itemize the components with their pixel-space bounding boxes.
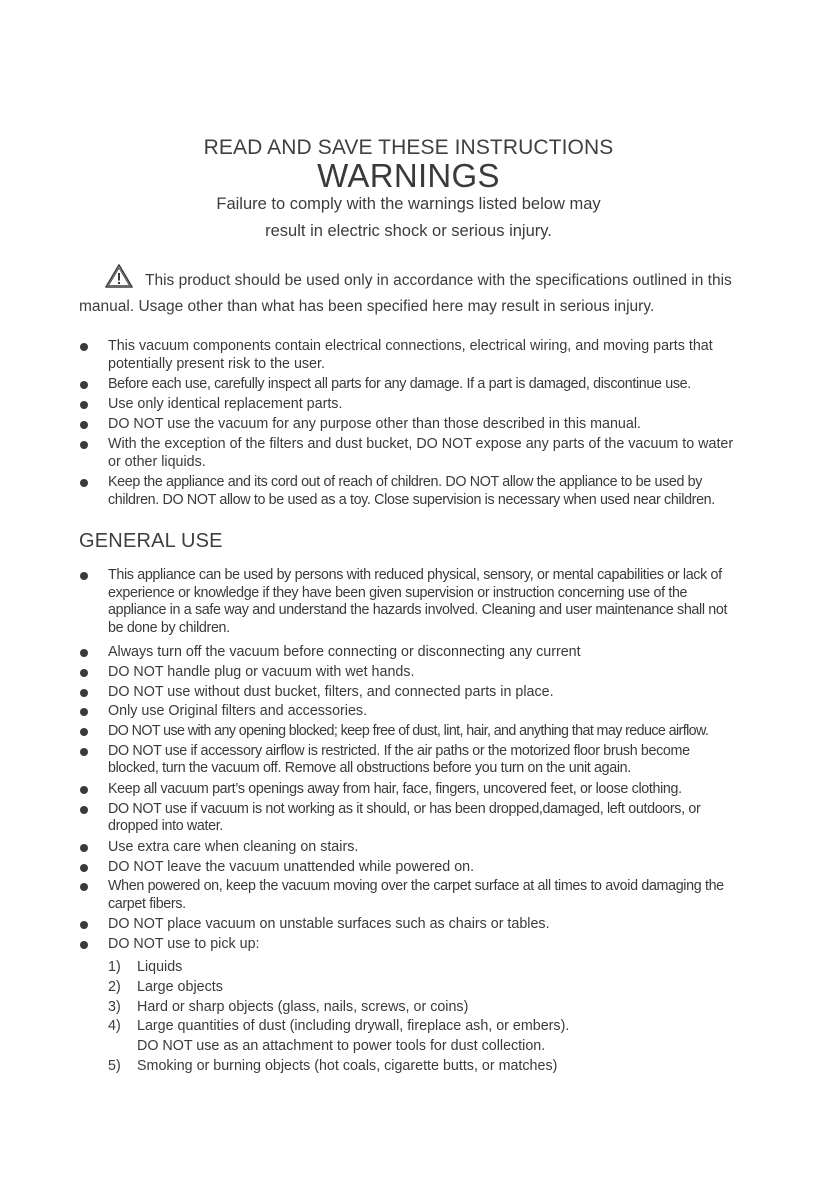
list-item: This appliance can be used by persons with reduced physical, sensory, or mental capabilities or lack of experience or knowledge if they have been given supervision or instruction concerning use of the appliance in a safe way and understand the hazards involved. Cleaning and user maintenance shall not be done by children.	[79, 567, 741, 637]
bullet-icon	[80, 786, 88, 794]
warnings-list	[79, 338, 741, 509]
bullet-icon	[80, 401, 88, 409]
page-title: WARNINGS	[317, 157, 500, 194]
list-item: 1) Liquids	[108, 959, 183, 975]
kicker-heading: READ AND SAVE THESE INSTRUCTIONS	[203, 136, 614, 159]
list-item: With the exception of the filters and dust bucket, DO NOT expose any parts of the vacuum to water or other liquids.	[79, 436, 741, 471]
bullet-icon	[80, 844, 88, 852]
bullet-icon	[80, 669, 88, 677]
subtitle-line-1: Failure to comply with the warnings listed below may	[216, 195, 601, 213]
bullet-icon	[80, 572, 88, 580]
pickup-list	[108, 958, 748, 1077]
list-item: DO NOT use with any opening blocked; keep free of dust, lint, hair, and anything that may reduce airflow.	[79, 723, 741, 741]
bullet-icon	[80, 728, 88, 736]
subtitle-line-2: result in electric shock or serious injury.	[265, 222, 552, 240]
list-item: Before each use, carefully inspect all parts for any damage. If a part is damaged, discontinue use.	[79, 376, 741, 394]
bullet-icon	[80, 343, 88, 351]
list-item: Only use Original filters and accessories.	[79, 703, 741, 721]
bullet-icon	[80, 941, 88, 949]
list-item: DO NOT use without dust bucket, filters, and connected parts in place.	[79, 684, 741, 702]
list-item: DO NOT use if accessory airflow is restricted. If the air paths or the motorized floor brush become blocked, turn the vacuum off. Remove all obstructions before you turn on the unit again.	[79, 743, 741, 778]
bullet-icon	[80, 381, 88, 389]
list-item: Keep all vacuum part’s openings away from hair, face, fingers, uncovered feet, or loose clothing.	[79, 781, 741, 799]
list-item: DO NOT use to pick up:	[79, 936, 741, 954]
section-heading: GENERAL USE	[79, 530, 223, 552]
list-item: DO NOT leave the vacuum unattended while powered on.	[79, 859, 741, 877]
list-item: Use extra care when cleaning on stairs.	[79, 839, 741, 857]
list-item: 2) Large objects	[108, 978, 223, 995]
list-item: DO NOT use the vacuum for any purpose other than those described in this manual.	[79, 416, 741, 434]
general-use-list	[79, 567, 741, 954]
list-item: 5) Smoking or burning objects (hot coals, cigarette butts, or matches)	[108, 1057, 558, 1074]
list-item: Use only identical replacement parts.	[79, 396, 741, 414]
list-item: Always turn off the vacuum before connecting or disconnecting any current	[79, 644, 741, 662]
bullet-icon	[80, 649, 88, 657]
list-item: When powered on, keep the vacuum moving over the carpet surface at all times to avoid damaging the carpet fibers.	[79, 878, 741, 913]
bullet-icon	[80, 883, 88, 891]
list-item: DO NOT place vacuum on unstable surfaces such as chairs or tables.	[79, 916, 741, 934]
bullet-icon	[80, 921, 88, 929]
list-item: This vacuum components contain electrical connections, electrical wiring, and moving parts that potentially present risk to the user.	[79, 338, 741, 373]
bullet-icon	[80, 864, 88, 872]
list-item: DO NOT use if vacuum is not working as it should, or has been dropped,damaged, left outdoors, or dropped into water.	[79, 801, 741, 836]
list-item: DO NOT handle plug or vacuum with wet hands.	[79, 664, 741, 682]
bullet-icon	[80, 708, 88, 716]
list-item: 4) Large quantities of dust (including drywall, fireplace ash, or embers). DO NOT use as an attachment to power tools for dust collection.	[108, 1017, 748, 1057]
bullet-icon	[80, 689, 88, 697]
bullet-icon	[80, 441, 88, 449]
bullet-icon	[80, 806, 88, 814]
bullet-icon	[80, 479, 88, 487]
list-item: 3) Hard or sharp objects (glass, nails, screws, or coins)	[108, 998, 469, 1015]
bullet-icon	[80, 421, 88, 429]
intro-paragraph: This product should be used only in accordance with the specifications outlined in this manual. Usage other than what has been specified here may result in serious injury.	[79, 272, 732, 315]
list-item-continuation: DO NOT use as an attachment to power tools for dust collection.	[137, 1038, 546, 1055]
bullet-icon	[80, 748, 88, 756]
list-item: Keep the appliance and its cord out of reach of children. DO NOT allow the appliance to be used by children. DO NOT allow to be used as a toy. Close supervision is necessary when used near children.	[79, 474, 741, 509]
